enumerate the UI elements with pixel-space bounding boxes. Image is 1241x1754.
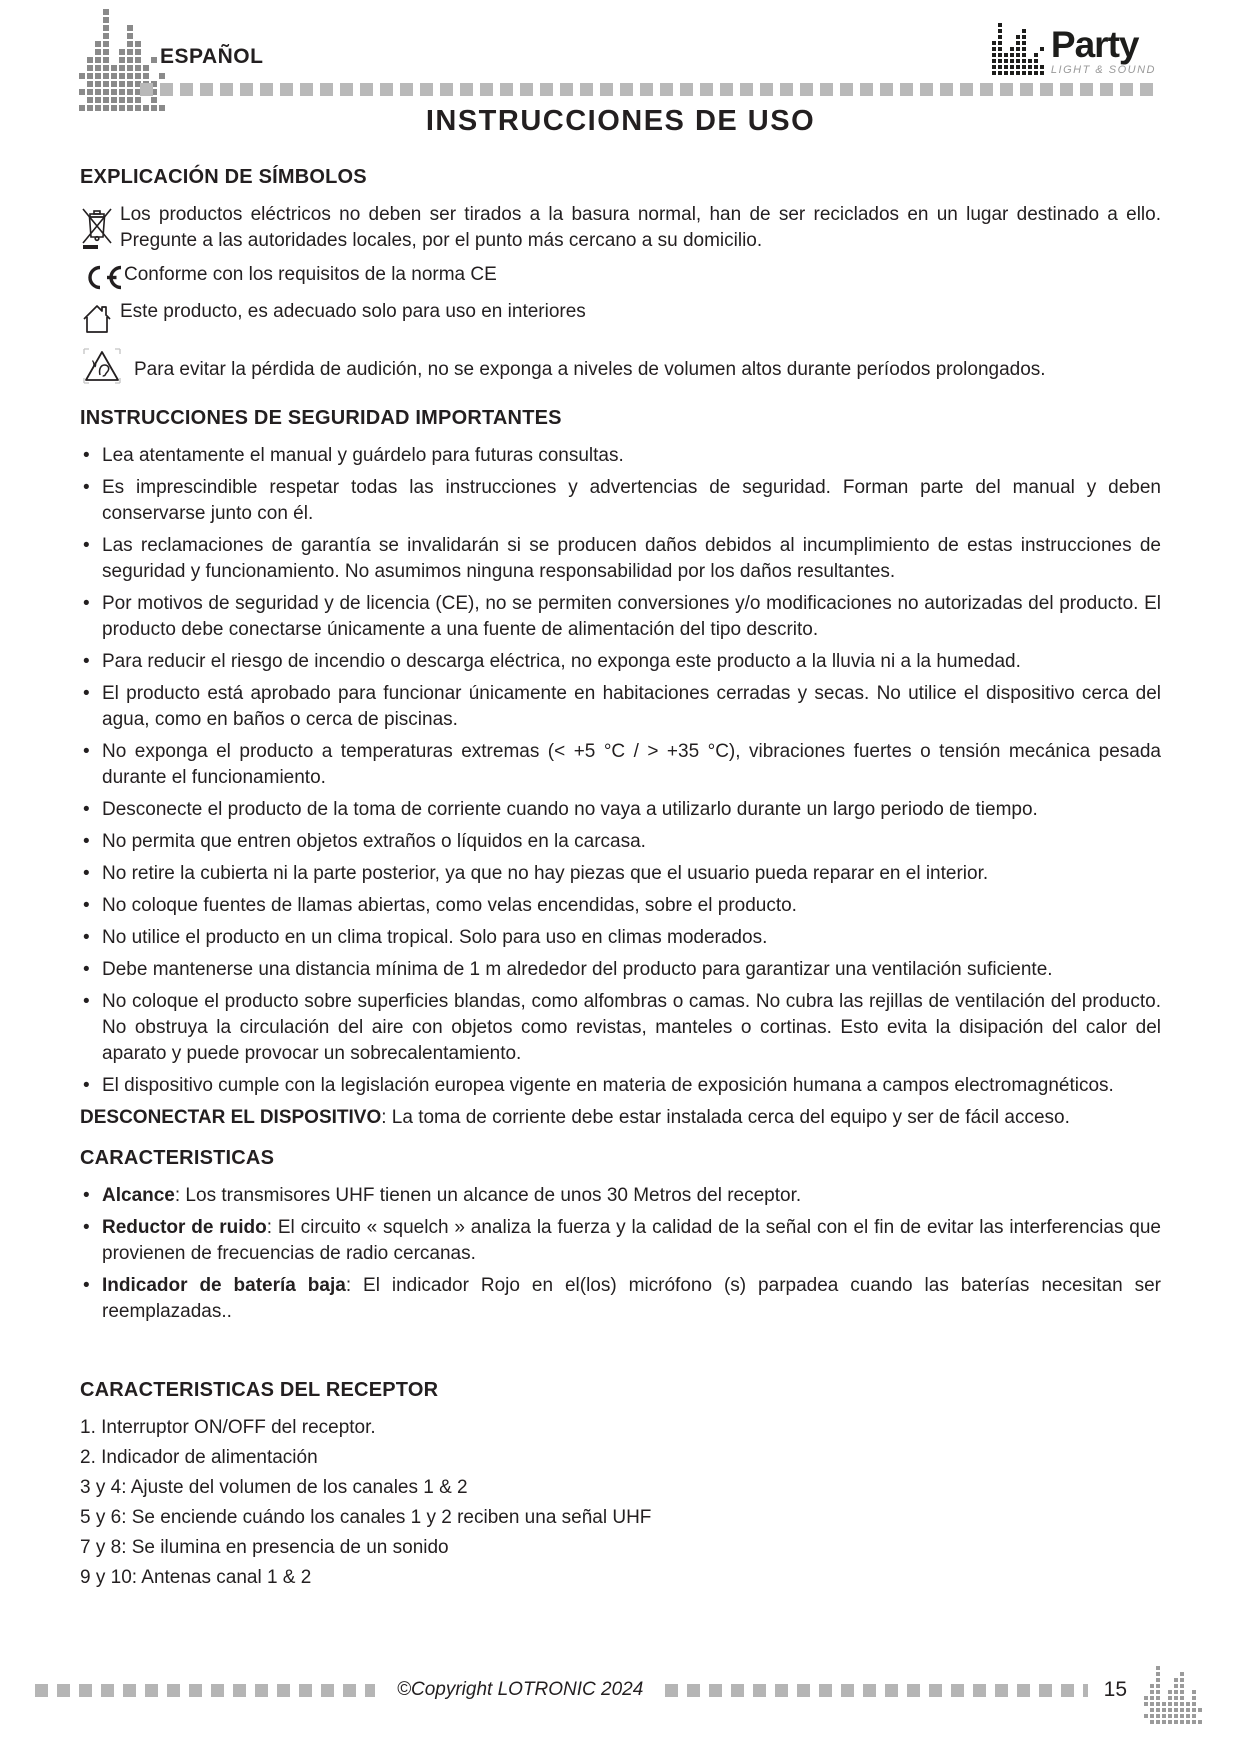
safety-bullet-text: El producto está aprobado para funcionar únicamente en habitaciones cerradas y secas. No utilice el dispositivo cerca del agua, como en baños o cerca de piscinas. — [102, 683, 1161, 730]
indoor-use-icon — [80, 299, 120, 337]
page-number: 15 — [1103, 1678, 1127, 1701]
safety-bullet — [80, 443, 1161, 469]
copyright-text: ©Copyright LOTRONIC 2024 — [397, 1679, 644, 1700]
header-divider — [140, 83, 1153, 96]
safety-bullet-text: Las reclamaciones de garantía se invalidarán si se producen daños debidos al incumplimiento de estas instrucciones de seguridad y funcionamiento. No asumimos ninguna responsabilidad por los daños resultantes. — [102, 535, 1161, 582]
disconnect-label: DESCONECTAR EL DISPOSITIVO — [80, 1107, 382, 1128]
safety-bullet-text: No permita que entren objetos extraños o líquidos en la carcasa. — [102, 831, 646, 852]
safety-bullet-text: Por motivos de seguridad y de licencia (CE), no se permiten conversiones y/o modificaciones no autorizadas del producto. El producto debe conectarse únicamente a una fuente de alimentación del tipo descrito. — [102, 593, 1161, 640]
safety-bullet-text: No coloque fuentes de llamas abiertas, como velas encendidas, sobre el producto. — [102, 895, 797, 916]
safety-bullet-text: Es imprescindible respetar todas las instrucciones y advertencias de seguridad. Forman parte del manual y deben conservarse junto con él. — [102, 477, 1161, 524]
symbol-row — [80, 262, 1161, 291]
safety-bullet — [80, 591, 1161, 643]
symbol-text: Conforme con los requisitos de la norma CE — [124, 264, 497, 285]
safety-bullet-text: No utilice el producto en un clima tropical. Solo para uso en climas moderados. — [102, 927, 768, 948]
bullet-marker: • — [83, 1275, 90, 1296]
bullet-marker: • — [83, 1217, 90, 1238]
feature-text: : El circuito « squelch » analiza la fuerza y la calidad de la señal con el fin de evitar las interferencias que provienen de frecuencias de radio cercanas. — [102, 1217, 1161, 1264]
features-heading: CARACTERISTICAS — [80, 1147, 275, 1169]
symbol-text: Los productos eléctricos no deben ser tirados a la basura normal, han de ser reciclados en un lugar destinado a ello. Pregunte a las autoridades locales, por el punto más cercano a su domicilio. — [120, 204, 1161, 251]
safety-bullet — [80, 925, 1161, 951]
bullet-marker: • — [83, 651, 90, 672]
feature-text: : Los transmisores UHF tienen un alcance de unos 30 Metros del receptor. — [174, 1185, 802, 1206]
feature-bullet — [80, 1273, 1161, 1325]
receiver-item: 2. Indicador de alimentación — [80, 1447, 318, 1468]
brand-name: Party — [1050, 24, 1139, 65]
page-footer — [35, 1660, 1203, 1720]
symbol-text: Este producto, es adecuado solo para uso en interiores — [120, 301, 586, 322]
safety-bullet — [80, 649, 1161, 675]
bullet-marker: • — [83, 863, 90, 884]
brand-tagline: LIGHT & SOUND — [1050, 64, 1156, 76]
brand-logo — [991, 22, 1156, 76]
bullet-marker: • — [83, 1075, 90, 1096]
safety-heading: INSTRUCCIONES DE SEGURIDAD IMPORTANTES — [80, 407, 562, 429]
safety-bullet — [80, 1073, 1161, 1099]
bullet-marker: • — [83, 535, 90, 556]
footer-divider-right — [665, 1684, 1087, 1697]
weee-bin-icon — [80, 202, 120, 250]
safety-list — [80, 443, 1161, 1099]
safety-bullet — [80, 797, 1161, 823]
bullet-marker: • — [83, 593, 90, 614]
symbol-text: Para evitar la pérdida de audición, no se exponga a niveles de volumen altos durante períodos prolongados. — [134, 359, 1046, 380]
safety-bullet — [80, 739, 1161, 791]
feature-label: Alcance — [102, 1185, 175, 1206]
safety-bullet-text: Lea atentamente el manual y guárdelo para futuras consultas. — [102, 445, 624, 466]
safety-bullet — [80, 989, 1161, 1067]
receiver-list — [80, 1415, 1161, 1591]
receiver-item: 7 y 8: Se ilumina en presencia de un sonido — [80, 1537, 449, 1558]
symbols-list — [80, 202, 1161, 387]
receiver-item: 1. Interruptor ON/OFF del receptor. — [80, 1417, 376, 1438]
receiver-item: 5 y 6: Se enciende cuándo los canales 1 y 2 reciben una señal UHF — [80, 1507, 652, 1528]
brand-equalizer-icon — [991, 22, 1045, 76]
feature-label: Indicador de batería baja — [102, 1275, 346, 1296]
feature-bullet — [80, 1215, 1161, 1267]
features-list — [80, 1183, 1161, 1325]
safety-bullet — [80, 861, 1161, 887]
symbol-row — [80, 345, 1161, 387]
bullet-marker: • — [83, 683, 90, 704]
bullet-marker: • — [83, 799, 90, 820]
bullet-marker: • — [83, 445, 90, 466]
receiver-item: 9 y 10: Antenas canal 1 & 2 — [80, 1567, 312, 1588]
bullet-marker: • — [83, 927, 90, 948]
safety-bullet-text: No coloque el producto sobre superficies blandas, como alfombras o camas. No cubra las rejillas de ventilación del producto. No obstruya la circulación del aire con objetos como revistas, manteles o cortinas. Esto evita la disipación del calor del aparato y puede provocar un sobrecalentamiento. — [102, 991, 1161, 1064]
safety-bullet-text: Para reducir el riesgo de incendio o descarga eléctrica, no exponga este producto a la lluvia ni a la humedad. — [102, 651, 1021, 672]
safety-bullet — [80, 681, 1161, 733]
language-label: ESPAÑOL — [160, 45, 264, 68]
safety-bullet — [80, 893, 1161, 919]
bullet-marker: • — [83, 959, 90, 980]
safety-bullet — [80, 475, 1161, 527]
safety-bullet-text: El dispositivo cumple con la legislación europea vigente en materia de exposición humana a campos electromagnéticos. — [102, 1075, 1114, 1096]
feature-bullet — [80, 1183, 1161, 1209]
bullet-marker: • — [83, 1185, 90, 1206]
safety-bullet — [80, 829, 1161, 855]
receiver-item: 3 y 4: Ajuste del volumen de los canales 1 & 2 — [80, 1477, 468, 1498]
safety-bullet-text: Debe mantenerse una distancia mínima de 1 m alrededor del producto para garantizar una ventilación suficiente. — [102, 959, 1053, 980]
symbol-row — [80, 299, 1161, 337]
hearing-warning-icon — [80, 345, 124, 387]
ce-mark-icon — [80, 262, 124, 291]
footer-equalizer-icon — [1143, 1665, 1203, 1725]
safety-bullet — [80, 533, 1161, 585]
bullet-marker: • — [83, 741, 90, 762]
bullet-marker: • — [83, 895, 90, 916]
equalizer-logo-icon — [78, 8, 166, 112]
safety-bullet-text: No retire la cubierta ni la parte posterior, ya que no hay piezas que el usuario pueda reparar en el interior. — [102, 863, 989, 884]
safety-bullet — [80, 957, 1161, 983]
feature-text: : El indicador Rojo en el(los) micrófono (s) parpadea cuando las baterías necesitan ser reemplazadas.. — [102, 1275, 1162, 1322]
symbol-row — [80, 202, 1161, 254]
bullet-marker: • — [83, 477, 90, 498]
safety-bullet-text: Desconecte el producto de la toma de corriente cuando no vaya a utilizarlo durante un largo periodo de tiempo. — [102, 799, 1038, 820]
feature-label: Reductor de ruido — [102, 1217, 267, 1238]
page-content — [0, 164, 1241, 1591]
disconnect-paragraph — [80, 1105, 1161, 1131]
bullet-marker: • — [83, 991, 90, 1012]
disconnect-text: : La toma de corriente debe estar instalada cerca del equipo y ser de fácil acceso. — [381, 1107, 1070, 1128]
bullet-marker: • — [83, 831, 90, 852]
page-title: INSTRUCCIONES DE USO — [425, 105, 816, 137]
safety-bullet-text: No exponga el producto a temperaturas extremas (< +5 °C / > +35 °C), vibraciones fuertes o tensión mecánica pesada durante el funcionamiento. — [102, 741, 1161, 788]
footer-divider-left — [35, 1684, 375, 1697]
page-header — [0, 0, 1241, 100]
symbols-heading: EXPLICACIÓN DE SÍMBOLOS — [80, 166, 367, 188]
receiver-heading: CARACTERISTICAS DEL RECEPTOR — [80, 1379, 439, 1401]
